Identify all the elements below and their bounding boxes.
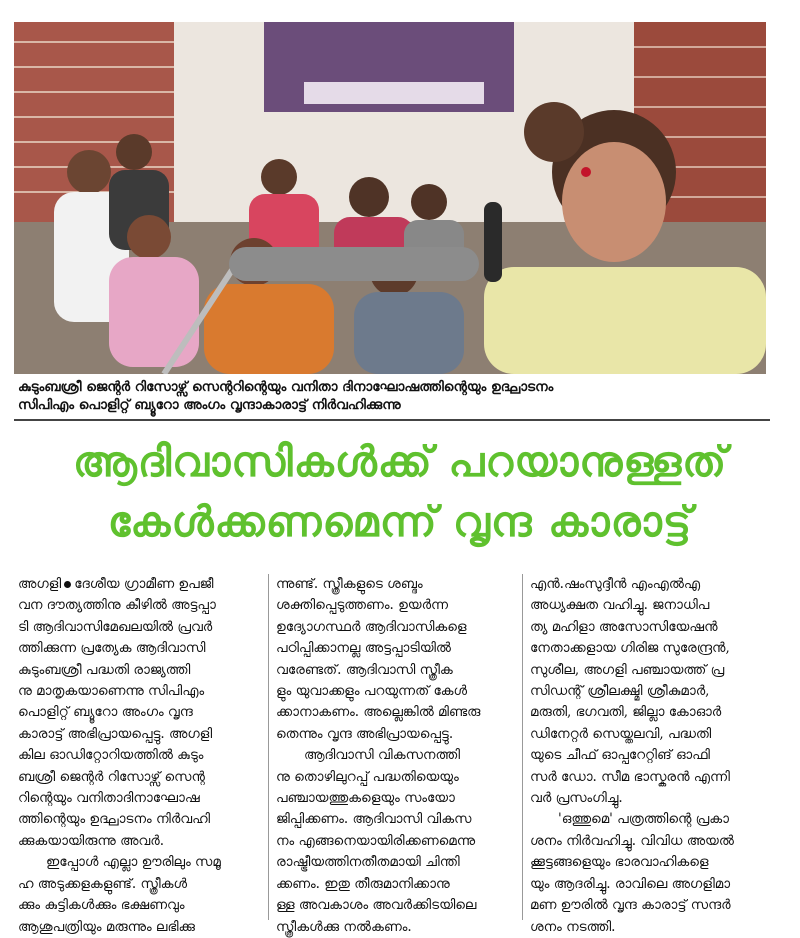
column-line: തെന്നും വൃന്ദ അഭിപ്രായപ്പെട്ടു. [276,725,454,742]
column-line: ആദിവാസി വികസനത്തി [304,747,461,764]
column-line: ശനം നടത്തി. [530,918,616,935]
column-line: നേതാക്കളായ ഗിരിജ സുരേന്ദ്രൻ, [530,640,730,657]
dateline-bullet-icon [64,581,71,588]
column-line: എൻ.ഷംസുദ്ദീൻ എംഎൽഎ [530,576,701,592]
column-line: ജിപ്പിക്കണം. ആദിവാസി വികസ [276,811,472,828]
column-line: രാഷ്ട്രീയത്തിനതീതമായി ചിന്തി [276,854,460,871]
column-line: നം എങ്ങനെയായിരിക്കണമെന്നു [276,832,476,849]
column-line: നു തൊഴിലുറപ്പ് പദ്ധതിയെയും [276,768,459,785]
column-line: പൊളിറ്റ് ബ്യൂറോ അംഗം വൃന്ദ [18,704,193,721]
column-line: യുടെ ചീഫ് ഓപ്പറേറ്റിങ് ഓഫി [530,747,710,764]
column-line: മരുതി, ഭഗവതി, ജില്ലാ കോഓർ [530,704,722,721]
article-column-2 [276,574,516,938]
column-line: റിന്റെയും വനിതാദിനാഘോഷ [18,790,200,807]
caption-line-1: കുടുംബശ്രീ ജെന്റർ റിസോഴ്സ് സെന്ററിന്റെയും വനിതാ ദിനാഘോഷത്തിന്റെയും ഉദ്ഘാടനം [18,379,554,395]
article-column-3 [530,574,774,938]
column-line: ബശ്രീ ജെന്റർ റിസോഴ്സ് സെന്റ [18,768,205,785]
photo-caption [18,378,778,414]
column-line [18,574,262,595]
column-line: ക്കുകയായിരുന്നു അവർ. [18,832,165,849]
column-line: കാരാട്ട് അഭിപ്രായപ്പെട്ടു. അഗളി [18,725,213,742]
headline-line-1: ആദിവാസികൾക്ക് പറയാനുള്ളത് [72,437,728,486]
column-line: സിഡന്റ് ശ്രീലക്ഷ്മി ശ്രീകുമാർ, [530,683,710,700]
column-line: കില ഓഡിറ്റോറിയത്തിൽ കുടും [18,747,204,764]
column-line: ഉദ്യോഗസ്ഥർ ആദിവാസികളെ [276,618,467,635]
column-line: ക്കും കുട്ടികൾക്കും ഭക്ഷണവും [18,897,185,914]
column-line: ക്കണം. ഇതു തീരുമാനിക്കാനു [276,875,450,892]
column-line: ഇപ്പോൾ എല്ലാ ഊരിലും സമൂ [46,854,221,871]
column-line: വരേണ്ടത്. ആദിവാസി സ്ത്രീക [276,661,453,678]
headline-line-2: കേൾക്കണമെന്ന് വൃന്ദ കാരാട്ട് [107,497,693,546]
column-line: ഡിനേറ്റർ സെയ്തലവി, പദ്ധതി [530,725,712,742]
photo-illustration [14,22,766,374]
column-line: ള്ള അവകാശം അവർക്കിടയിലെ [276,897,477,914]
column-line: പഞ്ചായത്തുകളെയും സംയോ [276,790,455,807]
column-line: ശക്തിപ്പെടുത്തണം. ഉയർന്ന [276,597,449,614]
column-line: ന്നുണ്ട്. സ്ത്രീകളുടെ ശബ്ദം [276,576,423,592]
column-line: ശനം നിർവഹിച്ചു. വിവിധ അയൽ [530,832,734,849]
column-line: ക്കാനാകണം. അല്ലെങ്കിൽ മിണ്ടരു [276,704,481,721]
column-line: പഠിപ്പിക്കാനല്ല അട്ടപ്പാടിയിൽ [276,640,451,657]
column-line: ഹ അടുക്കളകളുണ്ട്. സ്ത്രീകൾ [18,875,188,892]
column-line: അധ്യക്ഷത വഹിച്ചു. ജനാധിപ [530,597,710,614]
column-line-text: ദേശീയ ഗ്രാമീണ ഉപജീ [74,576,214,592]
caption-divider [14,419,770,421]
article-column-1 [18,574,262,938]
column-line: കുടുംബശ്രീ പദ്ധതി രാജ്യത്തി [18,661,191,678]
column-line: യും ആദരിച്ചു. രാവിലെ അഗളിമാ [530,875,731,892]
caption-line-2: സിപിഎം പൊളിറ്റ് ബ്യൂറോ അംഗം വൃന്ദാകാരാട്ട് നിർവഹിക്കുന്നു [18,397,401,413]
column-line: 'ഒത്തുമെ' പത്രത്തിന്റെ പ്രകാ [558,811,729,828]
column-line: ളും യുവാക്കളും പറയുന്നത് കേൾ [276,683,468,700]
dateline: അഗളി [18,576,62,592]
column-line: ത്യ മഹിളാ അസോസിയേഷൻ [530,618,718,635]
column-line: ആശുപത്രിയും മരുന്നും ലഭിക്കു [18,918,195,935]
column-line: സുശീല, അഗളി പഞ്ചായത്ത് പ്ര [530,661,725,678]
column-line: ടി ആദിവാസിമേഖലയിൽ പ്രവർ [18,618,213,635]
headline [0,432,800,552]
column-line: വന ദൗത്യത്തിനു കീഴിൽ അട്ടപ്പാ [18,597,216,614]
column-line: സ്ത്രീകൾക്കു നൽകണം. [276,918,412,935]
column-line: സർ ഡോ. സീമ ഭാസ്കരൻ എന്നി [530,768,730,785]
column-line: മണ ഊരിൽ വൃന്ദ കാരാട്ട് സന്ദർ [530,897,731,914]
column-line: നു മാതൃകയാണെന്നു സിപിഎം [18,683,205,700]
column-divider [522,574,523,920]
column-line: ത്തിന്റെയും ഉദ്ഘാടനം നിർവഹി [18,811,211,828]
column-line: ക്കൂട്ടങ്ങളെയും ഭാരവാഹികളെ [530,854,709,871]
column-line: വർ പ്രസംഗിച്ചു. [530,790,623,807]
column-divider [268,574,269,920]
news-photo [14,22,766,374]
column-line: ത്തിക്കുന്ന പ്രത്യേക ആദിവാസി [18,640,206,657]
